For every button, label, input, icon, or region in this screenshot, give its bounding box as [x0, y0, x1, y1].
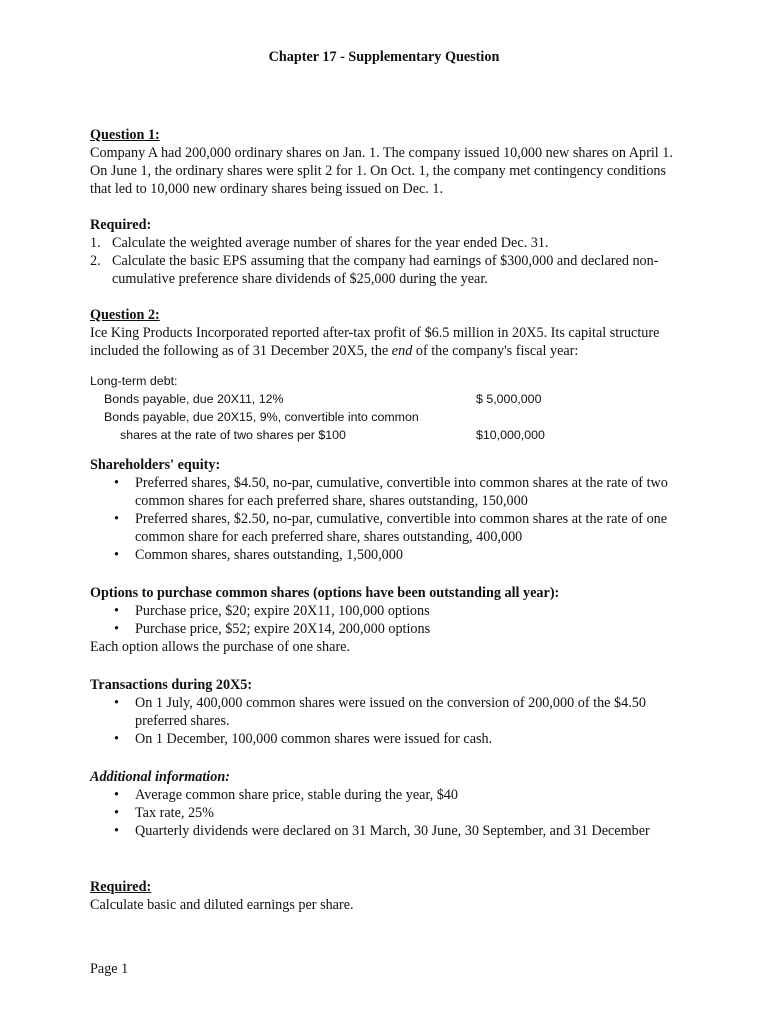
- additional-list: [90, 786, 690, 840]
- list-item: 1. Calculate the weighted average number of shares for the year ended Dec. 31.: [90, 235, 549, 251]
- list-item: • Purchase price, $20; expire 20X11, 100,000 options: [114, 603, 430, 619]
- list-item: • On 1 July, 400,000 common shares were issued on the conversion of 200,000 of the $4.50 preferred shares.: [114, 695, 646, 729]
- debt-label: Long-term debt:: [90, 374, 178, 388]
- transactions-list: [90, 694, 690, 748]
- options-note: Each option allows the purchase of one share.: [90, 639, 351, 655]
- question-1-section: [90, 126, 690, 198]
- question-1-required: [90, 216, 690, 288]
- list-item: • Preferred shares, $2.50, no-par, cumulative, convertible into common shares at the rate of one common share for each preferred share, shares outstanding, 400,000: [114, 511, 668, 545]
- debt-amount-2: $10,000,000: [476, 428, 545, 442]
- transactions-label: Transactions during 20X5:: [90, 677, 253, 693]
- debt-line-1: Bonds payable, due 20X11, 12%: [104, 392, 284, 406]
- equity-list: [90, 474, 690, 564]
- question-1-heading: Question 1:: [90, 127, 160, 143]
- list-item: • Average common share price, stable during the year, $40: [114, 787, 458, 803]
- list-item: • Tax rate, 25%: [114, 805, 214, 821]
- options-section: [90, 584, 690, 656]
- debt-amount-1: $ 5,000,000: [476, 392, 542, 406]
- options-label: Options to purchase common shares (options have been outstanding all year):: [90, 585, 560, 601]
- page-number: Page 1: [90, 961, 129, 977]
- required-text: Calculate basic and diluted earnings per share.: [90, 897, 354, 913]
- list-item: • Common shares, shares outstanding, 1,500,000: [114, 547, 403, 563]
- question-2-section: [90, 306, 690, 360]
- list-item: 2. Calculate the basic EPS assuming that the company had earnings of $300,000 and declared non-cumulative preference share dividends of $25,000 during the year.: [90, 253, 659, 287]
- debt-line-2a: Bonds payable, due 20X15, 9%, convertible into common: [104, 410, 419, 424]
- list-item: • Quarterly dividends were declared on 31 March, 30 June, 30 September, and 31 December: [114, 823, 650, 839]
- question-1-body: Company A had 200,000 ordinary shares on Jan. 1. The company issued 10,000 new shares on April 1. On June 1, the ordinary shares were split 2 for 1. On Oct. 1, the company met contingency conditions that led to 10,000 new ordinary shares being issued on Dec. 1.: [90, 145, 673, 197]
- list-item: • On 1 December, 100,000 common shares were issued for cash.: [114, 731, 493, 747]
- required-label: Required:: [90, 217, 152, 233]
- question-2-required: [90, 878, 690, 914]
- page-title: Chapter 17 - Supplementary Question: [268, 49, 500, 65]
- long-term-debt-table: [90, 372, 690, 444]
- additional-info-section: [90, 768, 690, 840]
- debt-line-2b: shares at the rate of two shares per $100: [120, 428, 346, 442]
- options-list: [90, 602, 690, 638]
- shareholders-equity-section: [90, 456, 690, 564]
- required-label: Required:: [90, 879, 152, 895]
- equity-label: Shareholders' equity:: [90, 457, 221, 473]
- list-item: • Preferred shares, $4.50, no-par, cumulative, convertible into common shares at the rate of two common shares for each preferred share, shares outstanding, 150,000: [114, 475, 668, 509]
- required-list: [90, 234, 690, 288]
- additional-label: Additional information:: [90, 769, 230, 785]
- question-2-heading: Question 2:: [90, 307, 160, 323]
- list-item: • Purchase price, $52; expire 20X14, 200,000 options: [114, 621, 431, 637]
- transactions-section: [90, 676, 690, 748]
- question-2-intro: Ice King Products Incorporated reported after-tax profit of $6.5 million in 20X5. Its capital structure included the following as of 31 December 20X5, the end of the company's fiscal year:: [90, 325, 660, 359]
